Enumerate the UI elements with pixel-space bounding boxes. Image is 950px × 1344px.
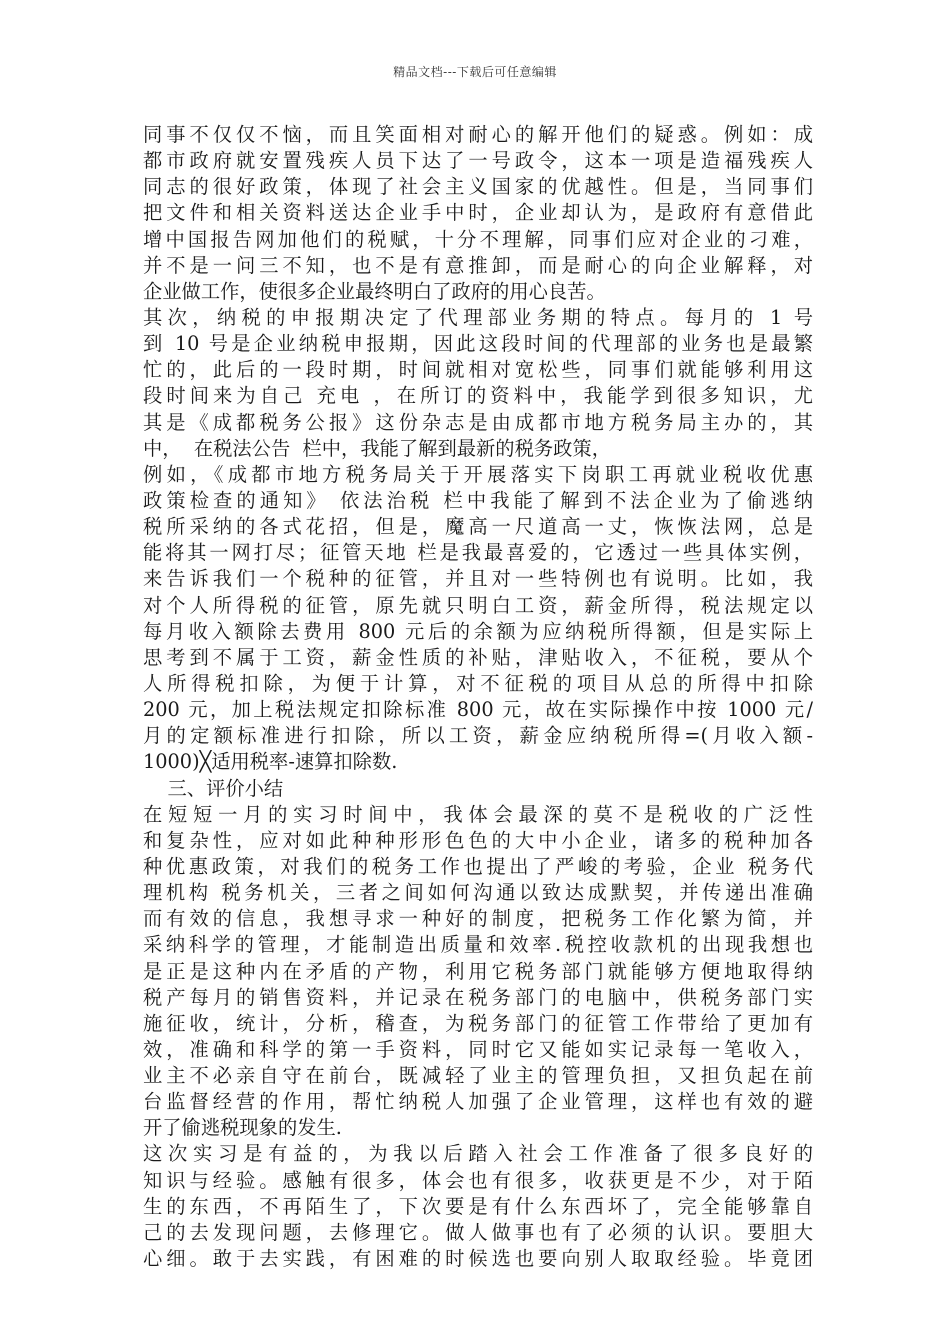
text-line: 来告诉我们一个税种的征管，并且对一些特例也有说明。比如，我	[143, 567, 813, 591]
text-line: 施征收，统计，分析，稽查，为税务部门的征管工作带给了更加有	[143, 1011, 813, 1035]
text-line: 三、评价小结	[143, 776, 284, 800]
text-line: 企业做工作，使很多企业最终明白了政府的用心良苦。	[143, 279, 606, 303]
text-line: 政策检查的通知》 依法治税 栏中我能了解到不法企业为了偷逃纳	[143, 488, 813, 512]
text-line: 对个人所得税的征管，原先就只明白工资，薪金所得，税法规定以	[143, 593, 813, 617]
text-line: 和复杂性，应对如此种种形形色色的大中小企业，诸多的税种加各	[143, 828, 813, 852]
text-line: 心细。敢于去实践，有困难的时候选也要向别人取取经验。毕竟团	[143, 1247, 813, 1271]
text-line: 段时间来为自己 充电 ，在所订的资料中，我能学到很多知识，尤	[143, 384, 813, 408]
text-line: 其次，纳税的申报期决定了代理部业务期的特点。每月的 1 号	[143, 305, 813, 329]
text-line: 台监督经营的作用，帮忙纳税人加强了企业管理，这样也有效的避	[143, 1090, 813, 1114]
text-line: 种优惠政策，对我们的税务工作也提出了严峻的考验，企业 税务代	[143, 854, 813, 878]
document-body	[143, 122, 813, 1272]
text-line: 思考到不属于工资，薪金性质的补贴，津贴收入，不征税，要从个	[143, 645, 813, 669]
text-line: 税所采纳的各式花招，但是，魔高一尺道高一丈，恢恢法网，总是	[143, 515, 813, 539]
text-line: 增中国报告网加他们的税赋，十分不理解，同事们应对企业的刁难，	[143, 227, 813, 251]
text-line: 是正是这种内在矛盾的产物，利用它税务部门就能够方便地取得纳	[143, 959, 813, 983]
text-line: 例如，《成都市地方税务局关于开展落实下岗职工再就业税收优惠	[143, 462, 813, 486]
text-line: 同志的很好政策，体现了社会主义国家的优越性。但是，当同事们	[143, 175, 813, 199]
text-line: 采纳科学的管理，才能制造出质量和效率.税控收款机的出现我想也	[143, 933, 813, 957]
text-line: 200 元，加上税法规定扣除标准 800 元，故在实际操作中按 1000 元/	[143, 698, 813, 722]
text-line: 己的去发现问题，去修理它。做人做事也有了必须的认识。要胆大	[143, 1220, 813, 1244]
text-line: 中， 在税法公告 栏中，我能了解到最新的税务政策，	[143, 436, 611, 460]
text-line: 知识与经验。感触有很多，体会也有很多，收获更是不少，对于陌	[143, 1168, 813, 1192]
text-line: 1000)╳适用税率-速算扣除数.	[143, 750, 398, 774]
text-line: 到 10 号是企业纳税申报期，因此这段时间的代理部的业务也是最繁	[143, 332, 813, 356]
text-line: 人所得税扣除，为便于计算，对不征税的项目从总的所得中扣除	[143, 671, 813, 695]
text-line: 生的东西，不再陌生了，下次要是有什么东西坏了，完全能够靠自	[143, 1194, 813, 1218]
text-line: 月的定额标准进行扣除，所以工资，薪金应纳税所得=(月收入额-	[143, 724, 813, 748]
page-header: 精品文档---下载后可任意编辑	[393, 65, 557, 79]
text-line: 效，准确和科学的第一手资料，同时它又能如实记录每一笔收入，	[143, 1037, 813, 1061]
text-line: 同事不仅仅不恼，而且笑面相对耐心的解开他们的疑惑。例如：成	[143, 123, 813, 146]
text-line: 业主不必亲自守在前台，既减轻了业主的管理负担，又担负起在前	[143, 1064, 813, 1088]
text-line: 都市政府就安置残疾人员下达了一号政令，这本一项是造福残疾人	[143, 149, 813, 173]
text-line: 每月收入额除去费用 800 元后的余额为应纳税所得额，但是实际上	[143, 619, 813, 643]
text-line: 在短短一月的实习时间中，我体会最深的莫不是税收的广泛性	[143, 802, 813, 826]
text-line: 把文件和相关资料送达企业手中时，企业却认为，是政府有意借此	[143, 201, 813, 225]
text-line: 能将其一网打尽；征管天地 栏是我最喜爱的，它透过一些具体实例，	[143, 541, 813, 565]
text-line: 而有效的信息，我想寻求一种好的制度，把税务工作化繁为简，并	[143, 907, 813, 931]
text-line: 这次实习是有益的，为我以后踏入社会工作准备了很多良好的	[143, 1142, 813, 1166]
text-line: 忙的，此后的一段时期，时间就相对宽松些，同事们就能够利用这	[143, 358, 813, 382]
text-line: 税产每月的销售资料，并记录在税务部门的电脑中，供税务部门实	[143, 985, 813, 1009]
text-line: 理机构 税务机关，三者之间如何沟通以致达成默契，并传递出准确	[143, 881, 813, 905]
text-line: 开了偷逃税现象的发生.	[143, 1116, 342, 1140]
text-line: 其是《成都税务公报》这份杂志是由成都市地方税务局主办的，其	[143, 410, 813, 434]
text-line: 并不是一问三不知，也不是有意推卸，而是耐心的向企业解释，对	[143, 253, 813, 277]
